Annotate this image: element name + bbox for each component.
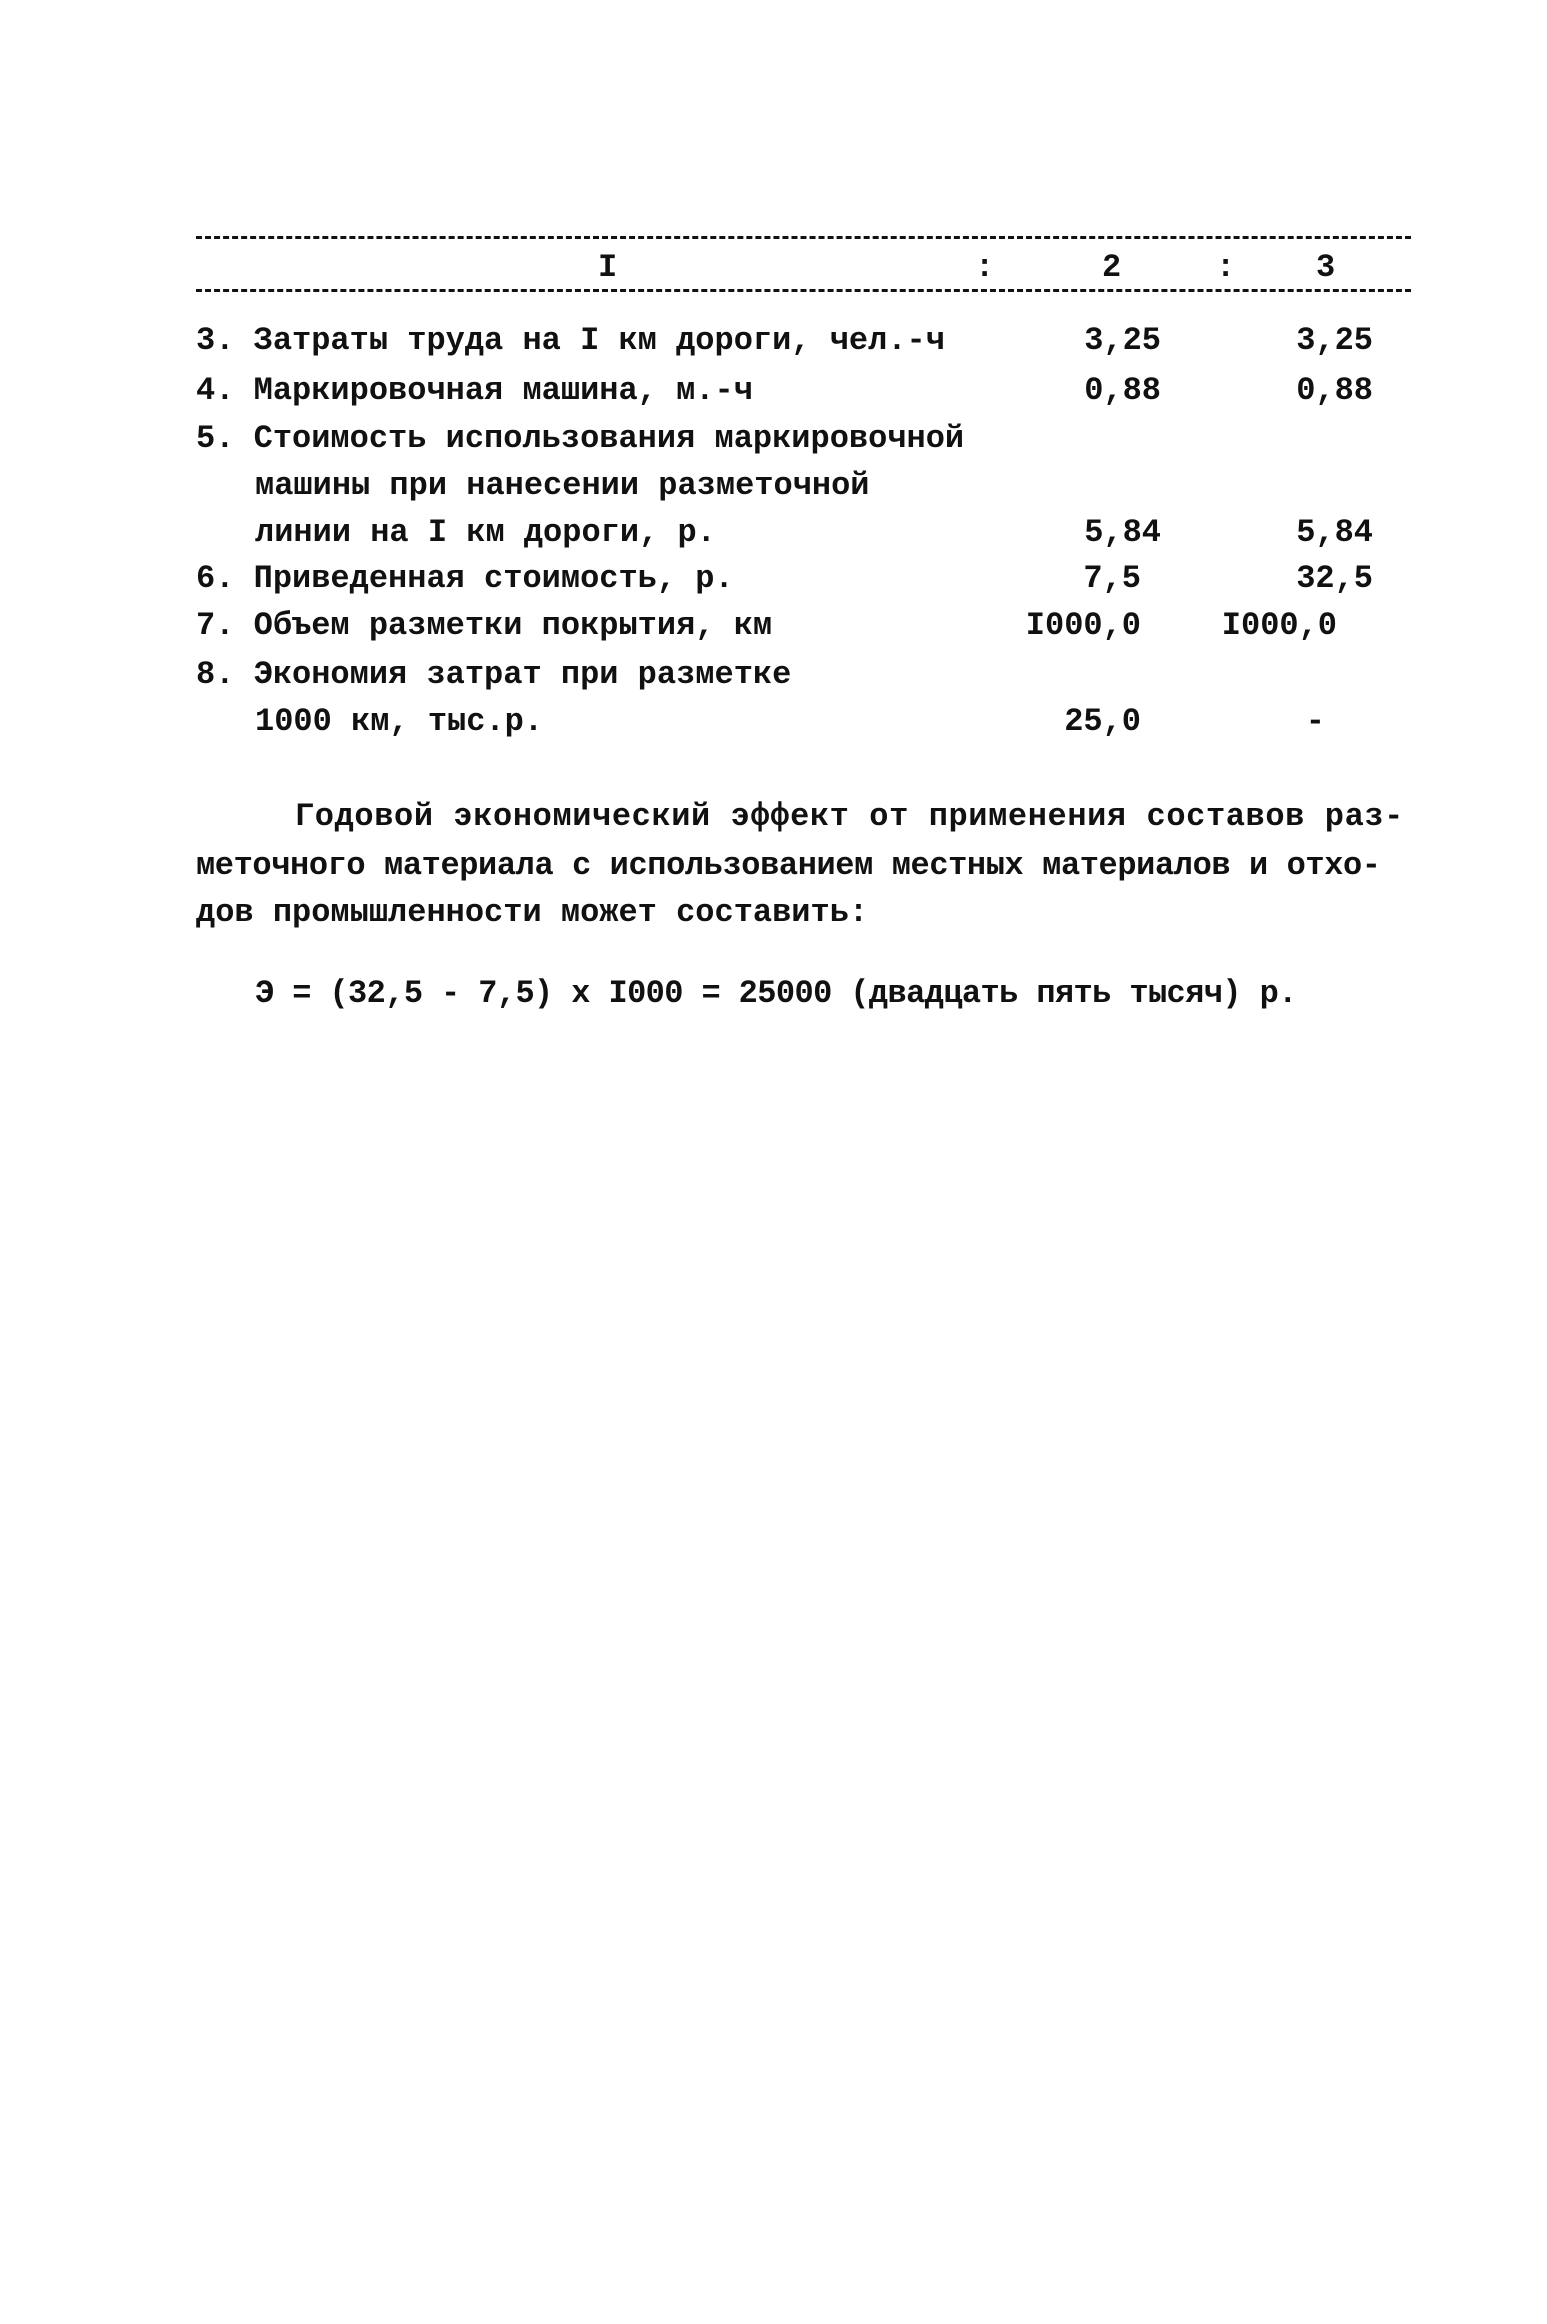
row-label-cont: машины при нанесении разметочной bbox=[255, 467, 870, 504]
row-label: 4. Маркировочная машина, м.-ч bbox=[196, 372, 753, 409]
row-col2: 5,84 bbox=[1084, 514, 1161, 551]
paragraph-line: меточного материала с использованием местных материалов и отхо- bbox=[196, 847, 1381, 884]
row-col3: - bbox=[1305, 703, 1325, 740]
row-label: 6. Приведенная стоимость, р. bbox=[196, 560, 734, 597]
row-label: 8. Экономия затрат при разметке bbox=[196, 656, 792, 693]
table-header-rule bbox=[196, 289, 1411, 292]
row-col2: 0,88 bbox=[1084, 372, 1161, 409]
row-col2: 7,5 bbox=[1083, 560, 1141, 597]
row-col2: I000,0 bbox=[1025, 607, 1141, 644]
header-col3: 3 bbox=[1316, 249, 1336, 286]
paragraph-line: дов промышленности может составить: bbox=[196, 894, 869, 931]
paragraph-line: Годовой экономический эффект от применения составов раз- bbox=[295, 798, 1404, 835]
row-col3: 3,25 bbox=[1296, 322, 1373, 359]
header-sep: : bbox=[975, 249, 995, 286]
row-col2: 25,0 bbox=[1064, 703, 1141, 740]
row-col3: 32,5 bbox=[1296, 560, 1373, 597]
row-col3: I000,0 bbox=[1221, 607, 1337, 644]
row-label: 3. Затраты труда на I км дороги, чел.-ч bbox=[196, 322, 945, 359]
table-top-rule bbox=[196, 236, 1411, 239]
header-col1: I bbox=[598, 249, 618, 286]
row-col2: 3,25 bbox=[1084, 322, 1161, 359]
header-col2: 2 bbox=[1102, 249, 1122, 286]
formula: Э = (32,5 - 7,5) x I000 = 25000 (двадцать пять тысяч) р. bbox=[255, 975, 1297, 1012]
row-label: 7. Объем разметки покрытия, км bbox=[196, 607, 773, 644]
row-label: 5. Стоимость использования маркировочной bbox=[196, 420, 965, 457]
header-sep: : bbox=[1216, 249, 1236, 286]
row-col3: 0,88 bbox=[1296, 372, 1373, 409]
row-col3: 5,84 bbox=[1296, 514, 1373, 551]
row-label-cont: 1000 км, тыс.р. bbox=[255, 703, 544, 740]
row-label-cont: линии на I км дороги, р. bbox=[255, 514, 716, 551]
